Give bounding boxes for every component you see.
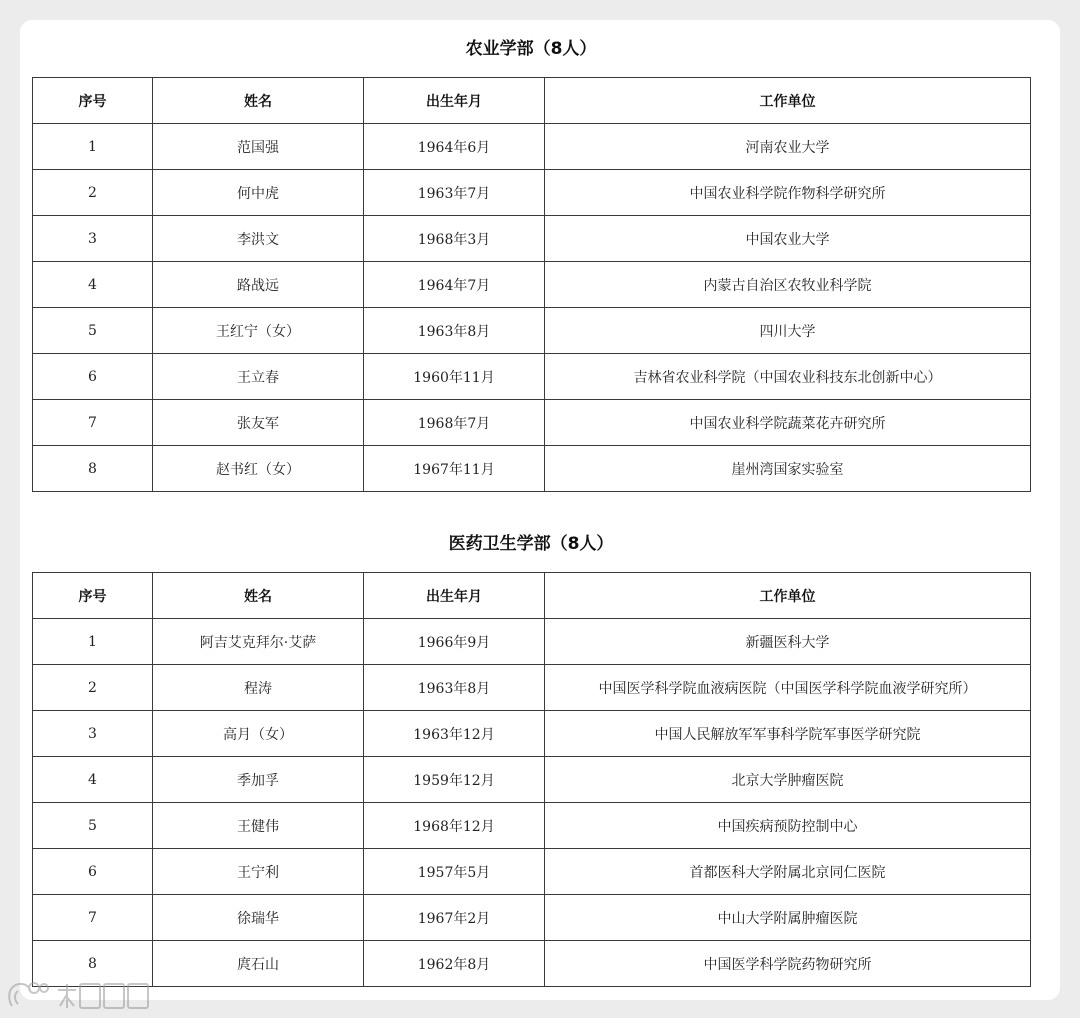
cell-no: 7 — [33, 400, 153, 446]
section-agriculture — [32, 37, 1030, 492]
cell-unit: 中国农业科学院蔬菜花卉研究所 — [545, 400, 1031, 446]
cell-name: 王立春 — [153, 354, 364, 400]
table-row — [33, 400, 1031, 446]
table-row — [33, 124, 1031, 170]
cell-unit: 中国人民解放军军事科学院军事医学研究院 — [545, 711, 1031, 757]
cell-unit: 北京大学肿瘤医院 — [545, 757, 1031, 803]
section-title: 医药卫生学部（8人） — [448, 534, 614, 554]
cell-birth: 1962年8月 — [364, 941, 545, 987]
table-header-row — [33, 78, 1031, 124]
header-no: 序号 — [33, 573, 153, 619]
cell-birth: 1963年8月 — [364, 308, 545, 354]
table-row — [33, 665, 1031, 711]
cell-name: 庹石山 — [153, 941, 364, 987]
roster-table — [32, 572, 1031, 987]
cell-unit: 中国医学科学院血液病医院（中国医学科学院血液学研究所） — [545, 665, 1031, 711]
cell-name: 王红宁（女） — [153, 308, 364, 354]
cell-name: 范国强 — [153, 124, 364, 170]
table-row — [33, 941, 1031, 987]
cell-birth: 1963年12月 — [364, 711, 545, 757]
cell-name: 程涛 — [153, 665, 364, 711]
table-header-row — [33, 573, 1031, 619]
table-row — [33, 262, 1031, 308]
cell-no: 4 — [33, 757, 153, 803]
cell-name: 赵书红（女） — [153, 446, 364, 492]
table-row — [33, 216, 1031, 262]
section-title: 农业学部（8人） — [465, 39, 597, 59]
cell-birth: 1968年12月 — [364, 803, 545, 849]
table-row — [33, 711, 1031, 757]
cell-no: 6 — [33, 354, 153, 400]
table-row — [33, 849, 1031, 895]
table-row — [33, 803, 1031, 849]
cell-name: 李洪文 — [153, 216, 364, 262]
cell-birth: 1967年2月 — [364, 895, 545, 941]
cell-no: 8 — [33, 941, 153, 987]
cell-no: 7 — [33, 895, 153, 941]
table-row — [33, 895, 1031, 941]
watermark-logo — [4, 978, 154, 1014]
cell-birth: 1968年7月 — [364, 400, 545, 446]
cell-name: 徐瑞华 — [153, 895, 364, 941]
cell-unit: 四川大学 — [545, 308, 1031, 354]
cell-name: 高月（女） — [153, 711, 364, 757]
cell-no: 6 — [33, 849, 153, 895]
cell-no: 4 — [33, 262, 153, 308]
cell-unit: 中国疾病预防控制中心 — [545, 803, 1031, 849]
cell-name: 季加孚 — [153, 757, 364, 803]
section-medicine — [32, 532, 1030, 987]
header-no: 序号 — [33, 78, 153, 124]
cell-birth: 1964年7月 — [364, 262, 545, 308]
cell-name: 王健伟 — [153, 803, 364, 849]
header-name: 姓名 — [153, 573, 364, 619]
roster-table — [32, 77, 1031, 492]
cell-birth: 1964年6月 — [364, 124, 545, 170]
cell-unit: 中山大学附属肿瘤医院 — [545, 895, 1031, 941]
cell-unit: 首都医科大学附属北京同仁医院 — [545, 849, 1031, 895]
cell-birth: 1968年3月 — [364, 216, 545, 262]
table-row — [33, 170, 1031, 216]
header-birth: 出生年月 — [364, 78, 545, 124]
cell-name: 路战远 — [153, 262, 364, 308]
cell-no: 2 — [33, 665, 153, 711]
logo-icon — [9, 983, 48, 1006]
cell-no: 2 — [33, 170, 153, 216]
cell-unit: 吉林省农业科学院（中国农业科技东北创新中心） — [545, 354, 1031, 400]
cell-birth: 1963年7月 — [364, 170, 545, 216]
cell-unit: 新疆医科大学 — [545, 619, 1031, 665]
cell-unit: 崖州湾国家实验室 — [545, 446, 1031, 492]
cell-unit: 中国医学科学院药物研究所 — [545, 941, 1031, 987]
cell-unit: 中国农业科学院作物科学研究所 — [545, 170, 1031, 216]
table-row — [33, 619, 1031, 665]
cell-no: 5 — [33, 803, 153, 849]
cell-name: 阿吉艾克拜尔·艾萨 — [153, 619, 364, 665]
cell-birth: 1959年12月 — [364, 757, 545, 803]
cell-no: 3 — [33, 216, 153, 262]
cell-name: 何中虎 — [153, 170, 364, 216]
table-row — [33, 446, 1031, 492]
header-birth: 出生年月 — [364, 573, 545, 619]
watermark-text — [58, 984, 148, 1008]
header-name: 姓名 — [153, 78, 364, 124]
cell-birth: 1960年11月 — [364, 354, 545, 400]
cell-no: 8 — [33, 446, 153, 492]
cell-name: 张友军 — [153, 400, 364, 446]
cell-birth: 1967年11月 — [364, 446, 545, 492]
cell-unit: 河南农业大学 — [545, 124, 1031, 170]
cell-unit: 中国农业大学 — [545, 216, 1031, 262]
cell-name: 王宁利 — [153, 849, 364, 895]
table-row — [33, 308, 1031, 354]
cell-birth: 1963年8月 — [364, 665, 545, 711]
header-unit: 工作单位 — [545, 78, 1031, 124]
cell-no: 1 — [33, 619, 153, 665]
cell-no: 5 — [33, 308, 153, 354]
cell-no: 1 — [33, 124, 153, 170]
table-row — [33, 354, 1031, 400]
cell-birth: 1957年5月 — [364, 849, 545, 895]
table-row — [33, 757, 1031, 803]
cell-birth: 1966年9月 — [364, 619, 545, 665]
cell-unit: 内蒙古自治区农牧业科学院 — [545, 262, 1031, 308]
cell-no: 3 — [33, 711, 153, 757]
header-unit: 工作单位 — [545, 573, 1031, 619]
